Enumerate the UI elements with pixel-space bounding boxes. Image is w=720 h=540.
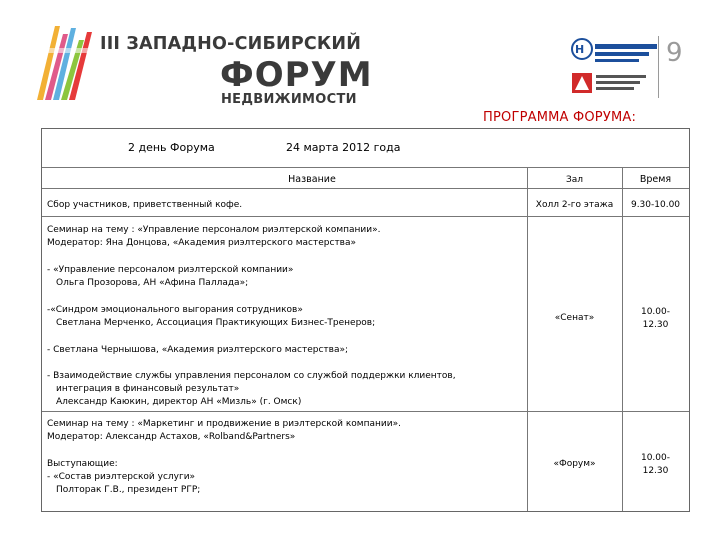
row2-moderator: Модератор: Яна Донцова, «Академия риэлтерского мастерства» bbox=[47, 238, 357, 248]
logo-line-1: III ЗАПАДНО-СИБИРСКИЙ bbox=[100, 34, 362, 54]
row2-hall: «Сенат» bbox=[554, 313, 595, 323]
row3-moderator: Модератор: Александр Астахов, «Rolband&Partners» bbox=[47, 432, 296, 442]
logo-line-2: ФОРУМ bbox=[220, 55, 373, 95]
date-label: 24 марта 2012 года bbox=[286, 141, 401, 154]
row3-time-end: 12.30 bbox=[642, 466, 669, 476]
col-header-name: Название bbox=[288, 174, 336, 185]
row2-line: - Взаимодействие службы управления персоналом со службой поддержки клиентов, bbox=[47, 371, 456, 381]
day-label: 2 день Форума bbox=[128, 141, 215, 154]
row2-line: Ольга Прозорова, АН «Афина Паллада»; bbox=[56, 278, 249, 288]
row-divider bbox=[42, 216, 689, 217]
header-separator bbox=[658, 36, 659, 98]
row3-line: Выступающие: bbox=[47, 459, 118, 469]
row3-line: Полторак Г.В., президент РГР; bbox=[56, 485, 201, 495]
row1-time: 9.30-10.00 bbox=[630, 200, 681, 210]
svg-text:H: H bbox=[575, 43, 585, 56]
col-header-time: Время bbox=[639, 174, 672, 185]
row2-line: - «Управление персоналом риэлтерской компании» bbox=[47, 265, 294, 275]
row2-line: Александр Каюкин, директор АН «Мизль» (г. Омск) bbox=[56, 397, 302, 407]
row2-topic: Семинар на тему : «Управление персоналом риэлтерской компании». bbox=[47, 225, 381, 235]
row2-line: Светлана Мерченко, Ассоциация Практикующих Бизнес-Тренеров; bbox=[56, 318, 376, 328]
row2-line: - Светлана Чернышова, «Академия риэлтерского мастерства»; bbox=[47, 345, 349, 355]
row3-line: - «Состав риэлтерской услуги» bbox=[47, 472, 196, 482]
row3-hall: «Форум» bbox=[553, 459, 596, 469]
col-header-hall: Зал bbox=[565, 175, 584, 185]
page-number: 9 bbox=[666, 38, 683, 68]
partner-logo-rgr bbox=[569, 72, 669, 96]
row2-time-end: 12.30 bbox=[642, 320, 669, 330]
partner-logo-association bbox=[569, 36, 669, 68]
row3-time-start: 10.00- bbox=[640, 453, 670, 463]
row2-time-start: 10.00- bbox=[640, 307, 670, 317]
row2-line: интеграция в финансовый результат» bbox=[56, 384, 240, 394]
row-divider bbox=[42, 411, 689, 412]
row-divider bbox=[42, 188, 689, 189]
program-table bbox=[41, 128, 690, 512]
row2-line: -«Синдром эмоционального выгорания сотрудников» bbox=[47, 305, 303, 315]
program-title: ПРОГРАММА ФОРУМА: bbox=[483, 110, 637, 125]
row3-topic: Семинар на тему : «Маркетинг и продвижение в риэлтерской компании». bbox=[47, 419, 401, 429]
forum-logo-mark bbox=[33, 20, 93, 102]
row-divider bbox=[42, 167, 689, 168]
row1-hall: Холл 2-го этажа bbox=[535, 200, 614, 210]
row1-name: Сбор участников, приветственный кофе. bbox=[47, 200, 243, 210]
logo-line-3: НЕДВИЖИМОСТИ bbox=[221, 92, 357, 107]
